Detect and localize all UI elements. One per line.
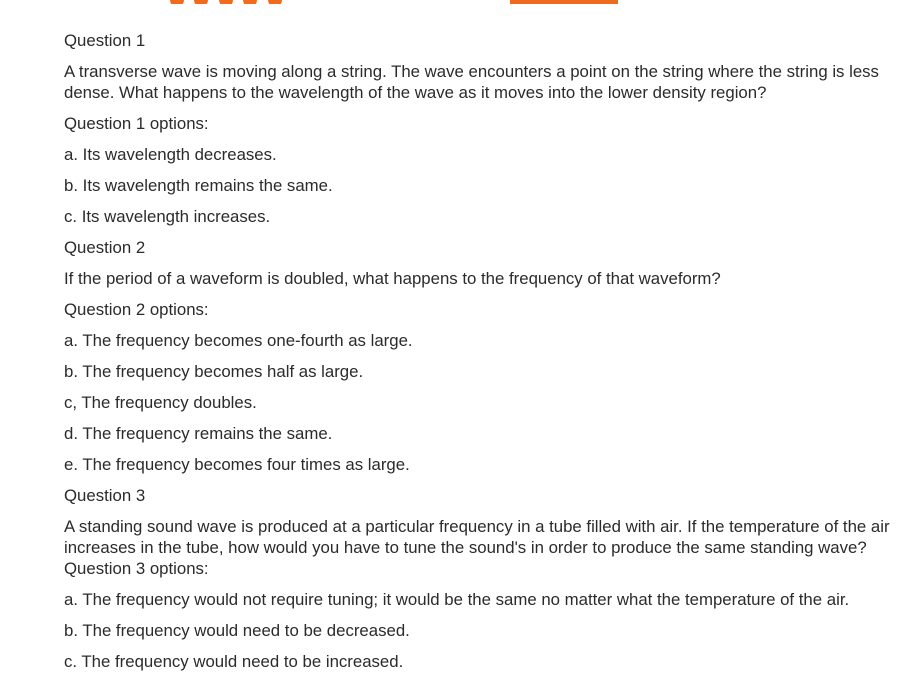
question-1 (64, 30, 906, 227)
question-3-text: A standing sound wave is produced at a particular frequency in a tube filled with air. If the temperature of the air increases in the tube, how would you have to tune the sound's in order to produce the same standing wave? Question 3 options: (64, 517, 890, 578)
heading-fragment-glyph (268, 0, 282, 4)
question-2-option-b[interactable]: b. The frequency becomes half as large. (64, 362, 364, 381)
question-2-title: Question 2 (64, 238, 146, 257)
question-1-text: A transverse wave is moving along a string. The wave encounters a point on the string where the string is less dense. What happens to the wavelength of the wave as it moves into the lower density region? (64, 62, 879, 102)
question-3 (64, 485, 906, 672)
question-3-option-a[interactable]: a. The frequency would not require tuning; it would be the same no matter what the temperature of the air. (64, 590, 850, 609)
question-2-text: If the period of a waveform is doubled, what happens to the frequency of that waveform? (64, 269, 721, 288)
heading-fragment-glyph (170, 0, 184, 4)
question-2-option-a[interactable]: a. The frequency becomes one-fourth as large. (64, 331, 413, 350)
cropped-heading-fragment (170, 0, 300, 4)
question-2-options-label: Question 2 options: (64, 300, 209, 319)
question-2-option-c[interactable]: c, The frequency doubles. (64, 393, 257, 412)
question-1-title: Question 1 (64, 31, 146, 50)
question-3-option-b[interactable]: b. The frequency would need to be decreased. (64, 621, 410, 640)
heading-fragment-glyph (243, 0, 257, 4)
question-2-option-e[interactable]: e. The frequency becomes four times as large. (64, 455, 410, 474)
question-1-option-c[interactable]: c. Its wavelength increases. (64, 207, 271, 226)
question-list (64, 30, 906, 677)
question-2-option-d[interactable]: d. The frequency remains the same. (64, 424, 333, 443)
question-1-options-label: Question 1 options: (64, 114, 209, 133)
heading-fragment-glyph (219, 0, 233, 4)
heading-fragment-glyph (194, 0, 208, 4)
question-1-option-a[interactable]: a. Its wavelength decreases. (64, 145, 277, 164)
question-1-option-b[interactable]: b. Its wavelength remains the same. (64, 176, 333, 195)
question-3-option-c[interactable]: c. The frequency would need to be increased. (64, 652, 404, 671)
orange-accent-tab (510, 0, 618, 4)
question-3-title: Question 3 (64, 486, 146, 505)
top-header-fragment (0, 0, 921, 8)
question-2 (64, 237, 906, 475)
